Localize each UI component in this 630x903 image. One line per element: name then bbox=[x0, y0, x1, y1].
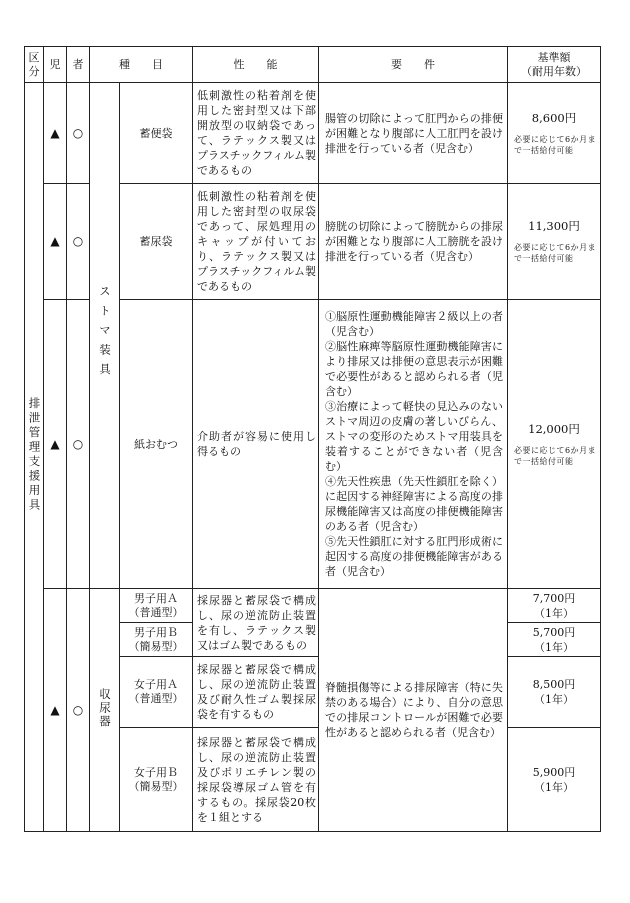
amount-years: （1年） bbox=[534, 780, 574, 794]
performance-text: 採尿器と蓄尿袋で構成し、尿の逆流防止装置及び耐久性ゴム製採尿袋を有するもの bbox=[193, 657, 319, 728]
header-category: 区 分 bbox=[25, 47, 44, 83]
table-row bbox=[25, 589, 601, 623]
child-mark: ▲ bbox=[44, 589, 67, 832]
person-mark: ○ bbox=[67, 83, 90, 184]
header-child: 児 bbox=[44, 47, 67, 83]
item-name: 紙おむつ bbox=[120, 300, 193, 589]
performance-text: 介助者が容易に使用し得るもの bbox=[193, 300, 319, 589]
child-mark: ▲ bbox=[44, 300, 67, 589]
performance-text: 採尿器と蓄尿袋で構成し、尿の逆流防止装置及びポリエチレン製の採尿袋導尿ゴム管を有するもの。採尿袋20枚を１組とする bbox=[193, 728, 319, 832]
header-amount bbox=[508, 47, 601, 83]
requirement-text: 膀胱の切除によって膀胱からの排尿が困難となり腹部に人工膀胱を設け排泄を行っている者（児含む） bbox=[319, 184, 508, 300]
child-mark: ▲ bbox=[44, 83, 67, 184]
requirement-list bbox=[319, 300, 508, 589]
header-row bbox=[25, 47, 601, 83]
category-cell bbox=[25, 83, 44, 832]
header-requirement: 要 件 bbox=[319, 47, 508, 83]
child-mark: ▲ bbox=[44, 184, 67, 300]
amount-cell bbox=[508, 300, 601, 589]
amount-value: 5,900円 bbox=[532, 765, 576, 779]
amount-cell bbox=[508, 657, 601, 728]
table-row bbox=[25, 83, 601, 184]
header-performance: 性 能 bbox=[193, 47, 319, 83]
header-kind: 種 目 bbox=[90, 47, 193, 83]
requirement-item: ⑤先天性鎖肛に対する肛門形成術に起因する高度の排便機能障害がある者（児含む） bbox=[325, 535, 503, 578]
amount-note: 必要に応じて6か月まで一括給付可能 bbox=[514, 243, 597, 263]
amount-years: （1年） bbox=[534, 693, 574, 706]
amount-value: 8,500円 bbox=[532, 678, 576, 691]
item-name: 男子用Ａ （普通型） bbox=[120, 589, 193, 623]
amount-value: 12,000円 bbox=[528, 421, 580, 436]
amount-value: 7,700円 bbox=[532, 591, 576, 605]
header-amount-line2: （耐用年数） bbox=[521, 64, 587, 78]
item-name: 蓄便袋 bbox=[120, 83, 193, 184]
amount-note: 必要に応じて6か月まで一括給付可能 bbox=[514, 134, 597, 155]
amount-cell bbox=[508, 184, 601, 300]
amount-cell bbox=[508, 83, 601, 184]
item-name: 女子用Ａ （普通型） bbox=[120, 657, 193, 728]
requirement-item: ③治療によって軽快の見込みのないストマ周辺の皮膚の著しいびらん、ストマの変形のためストマ用装具を装着することができない者（児含む） bbox=[325, 400, 503, 473]
header-person: 者 bbox=[67, 47, 90, 83]
amount-cell bbox=[508, 728, 601, 832]
item-name: 女子用Ｂ （簡易型） bbox=[120, 728, 193, 832]
amount-note: 必要に応じて6か月まで一括給付可能 bbox=[514, 445, 597, 466]
amount-years: （1年） bbox=[534, 640, 574, 654]
amount-years: （1年） bbox=[534, 606, 574, 620]
amount-cell bbox=[508, 589, 601, 623]
amount-value: 5,700円 bbox=[532, 625, 576, 639]
performance-text: 低刺激性の粘着剤を使用した密封型又は下部開放型の収納袋であって、ラテックス製又はプラスチックフィルム製であるもの bbox=[193, 83, 319, 184]
item-name: 蓄尿袋 bbox=[120, 184, 193, 300]
requirement-item: ②脳性麻痺等脳原性運動機能障害により排尿又は排便の意思表示が困難で必要性があると認められる者（児含む） bbox=[325, 340, 503, 398]
performance-text: 低刺激性の粘着剤を使用した密封型の収尿袋であって、尿処理用のキャップが付いており、ラテックス製又はプラスチックフィルム製であるもの bbox=[193, 184, 319, 300]
item-name: 男子用Ｂ （簡易型） bbox=[120, 623, 193, 657]
requirement-item: ①脳原性運動機能障害２級以上の者（児含む） bbox=[325, 310, 503, 338]
amount-value: 11,300円 bbox=[528, 219, 580, 233]
group-stoma-label: ストマ装具 bbox=[98, 284, 112, 383]
amount-cell bbox=[508, 623, 601, 657]
amount-value: 8,600円 bbox=[531, 110, 577, 125]
requirement-text: 腸管の切除によって肛門からの排便が困難となり腹部に人工肛門を設け排泄を行っている者（児含む） bbox=[319, 83, 508, 184]
header-amount-line1: 基準額 bbox=[537, 50, 571, 64]
requirement-item: ④先天性疾患（先天性鎖肛を除く）に起因する神経障害による高度の排尿機能障害又は高度の排便機能障害のある者（児含む） bbox=[325, 475, 503, 533]
person-mark: ○ bbox=[67, 589, 90, 832]
category-label: 排泄管理支援用具 bbox=[27, 397, 42, 513]
requirement-text: 脊髄損傷等による排尿障害（特に失禁のある場合）により、自分の意思での排尿コントロールが困難で必要性があると認められる者（児含む） bbox=[319, 589, 508, 832]
person-mark: ○ bbox=[67, 300, 90, 589]
group-stoma bbox=[90, 83, 120, 589]
performance-text: 採尿器と蓄尿袋で構成し、尿の逆流防止装置を有し、ラテックス製又はゴム製であるもの bbox=[193, 589, 319, 657]
person-mark: ○ bbox=[67, 184, 90, 300]
group-urine-label: 収尿器 bbox=[98, 687, 112, 729]
benefit-table bbox=[24, 46, 601, 832]
group-urine bbox=[90, 589, 120, 832]
